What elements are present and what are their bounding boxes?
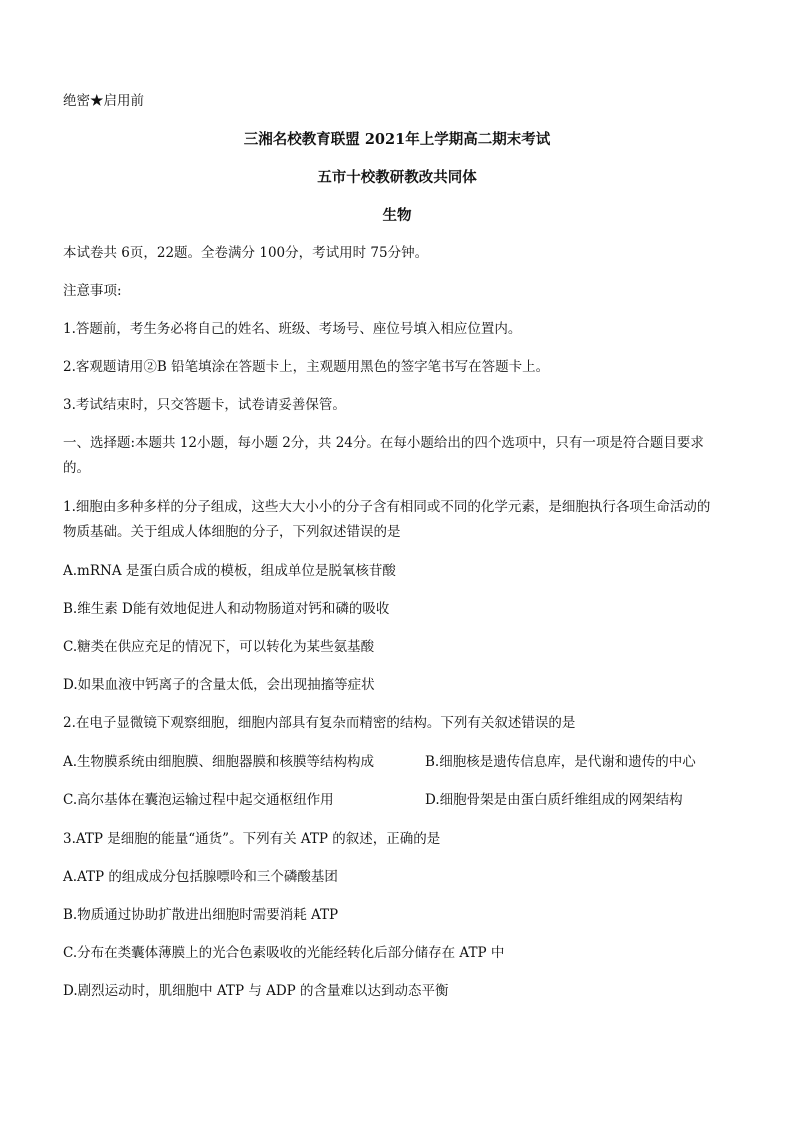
section-heading-line1: 一、选择题:本题共 12小题，每小题 2分，共 24分。在每小题给出的四个选项中，只有一项是符合题目要求 [63, 435, 704, 451]
question-2-option-d: D.细胞骨架是由蛋白质纤维组成的网架结构 [425, 792, 683, 808]
question-3-option-c: C.分布在类囊体薄膜上的光合色素吸收的光能经转化后部分储存在 ATP 中 [63, 945, 505, 961]
question-2-option-b: B.细胞核是遗传信息库，是代谢和遗传的中心 [425, 754, 696, 770]
question-3-option-a: A.ATP 的组成成分包括腺嘌呤和三个磷酸基团 [63, 869, 338, 885]
question-1-option-c: C.糖类在供应充足的情况下，可以转化为某些氨基酸 [63, 639, 375, 655]
question-1-stem-line1: 1.细胞由多种多样的分子组成，这些大大小小的分子含有相同或不同的化学元素，是细胞执行各项生命活动的 [63, 499, 711, 515]
notice-item-1: 1.答题前，考生务必将自己的姓名、班级、考场号、座位号填入相应位置内。 [63, 321, 522, 337]
exam-subject: 生物 [382, 207, 412, 224]
question-1-option-b: B.维生素 D能有效地促进人和动物肠道对钙和磷的吸收 [63, 601, 390, 617]
question-1-stem-line2: 物质基础。关于组成人体细胞的分子，下列叙述错误的是 [63, 524, 401, 540]
question-2-option-c: C.高尔基体在囊泡运输过程中起交通枢纽作用 [63, 792, 334, 808]
question-3-option-d: D.剧烈运动时，肌细胞中 ATP 与 ADP 的含量难以达到动态平衡 [63, 983, 449, 999]
exam-summary: 本试卷共 6页，22题。全卷满分 100分，考试用时 75分钟。 [63, 245, 429, 261]
exam-title-line2: 五市十校教研教改共同体 [317, 169, 477, 186]
question-1-option-a: A.mRNA 是蛋白质合成的模板，组成单位是脱氧核苷酸 [63, 563, 396, 579]
notice-title: 注意事项: [63, 283, 122, 299]
question-3-option-b: B.物质通过协助扩散进出细胞时需要消耗 ATP [63, 907, 339, 923]
notice-item-2: 2.客观题请用②B 铅笔填涂在答题卡上，主观题用黑色的签字笔书写在答题卡上。 [63, 359, 550, 375]
question-2-option-a: A.生物膜系统由细胞膜、细胞器膜和核膜等结构构成 [63, 754, 375, 770]
question-2-stem: 2.在电子显微镜下观察细胞，细胞内部具有复杂而精密的结构。下列有关叙述错误的是 [63, 715, 576, 731]
exam-title-line1: 三湘名校教育联盟 2021年上学期高二期末考试 [243, 131, 551, 148]
notice-item-3: 3.考试结束时，只交答题卡，试卷请妥善保管。 [63, 397, 346, 413]
question-3-stem: 3.ATP 是细胞的能量“通货”。下列有关 ATP 的叙述，正确的是 [63, 831, 441, 847]
secret-label: 绝密★启用前 [63, 93, 144, 109]
section-heading-line2: 的。 [63, 460, 90, 476]
question-1-option-d: D.如果血液中钙离子的含量太低，会出现抽搐等症状 [63, 677, 375, 693]
